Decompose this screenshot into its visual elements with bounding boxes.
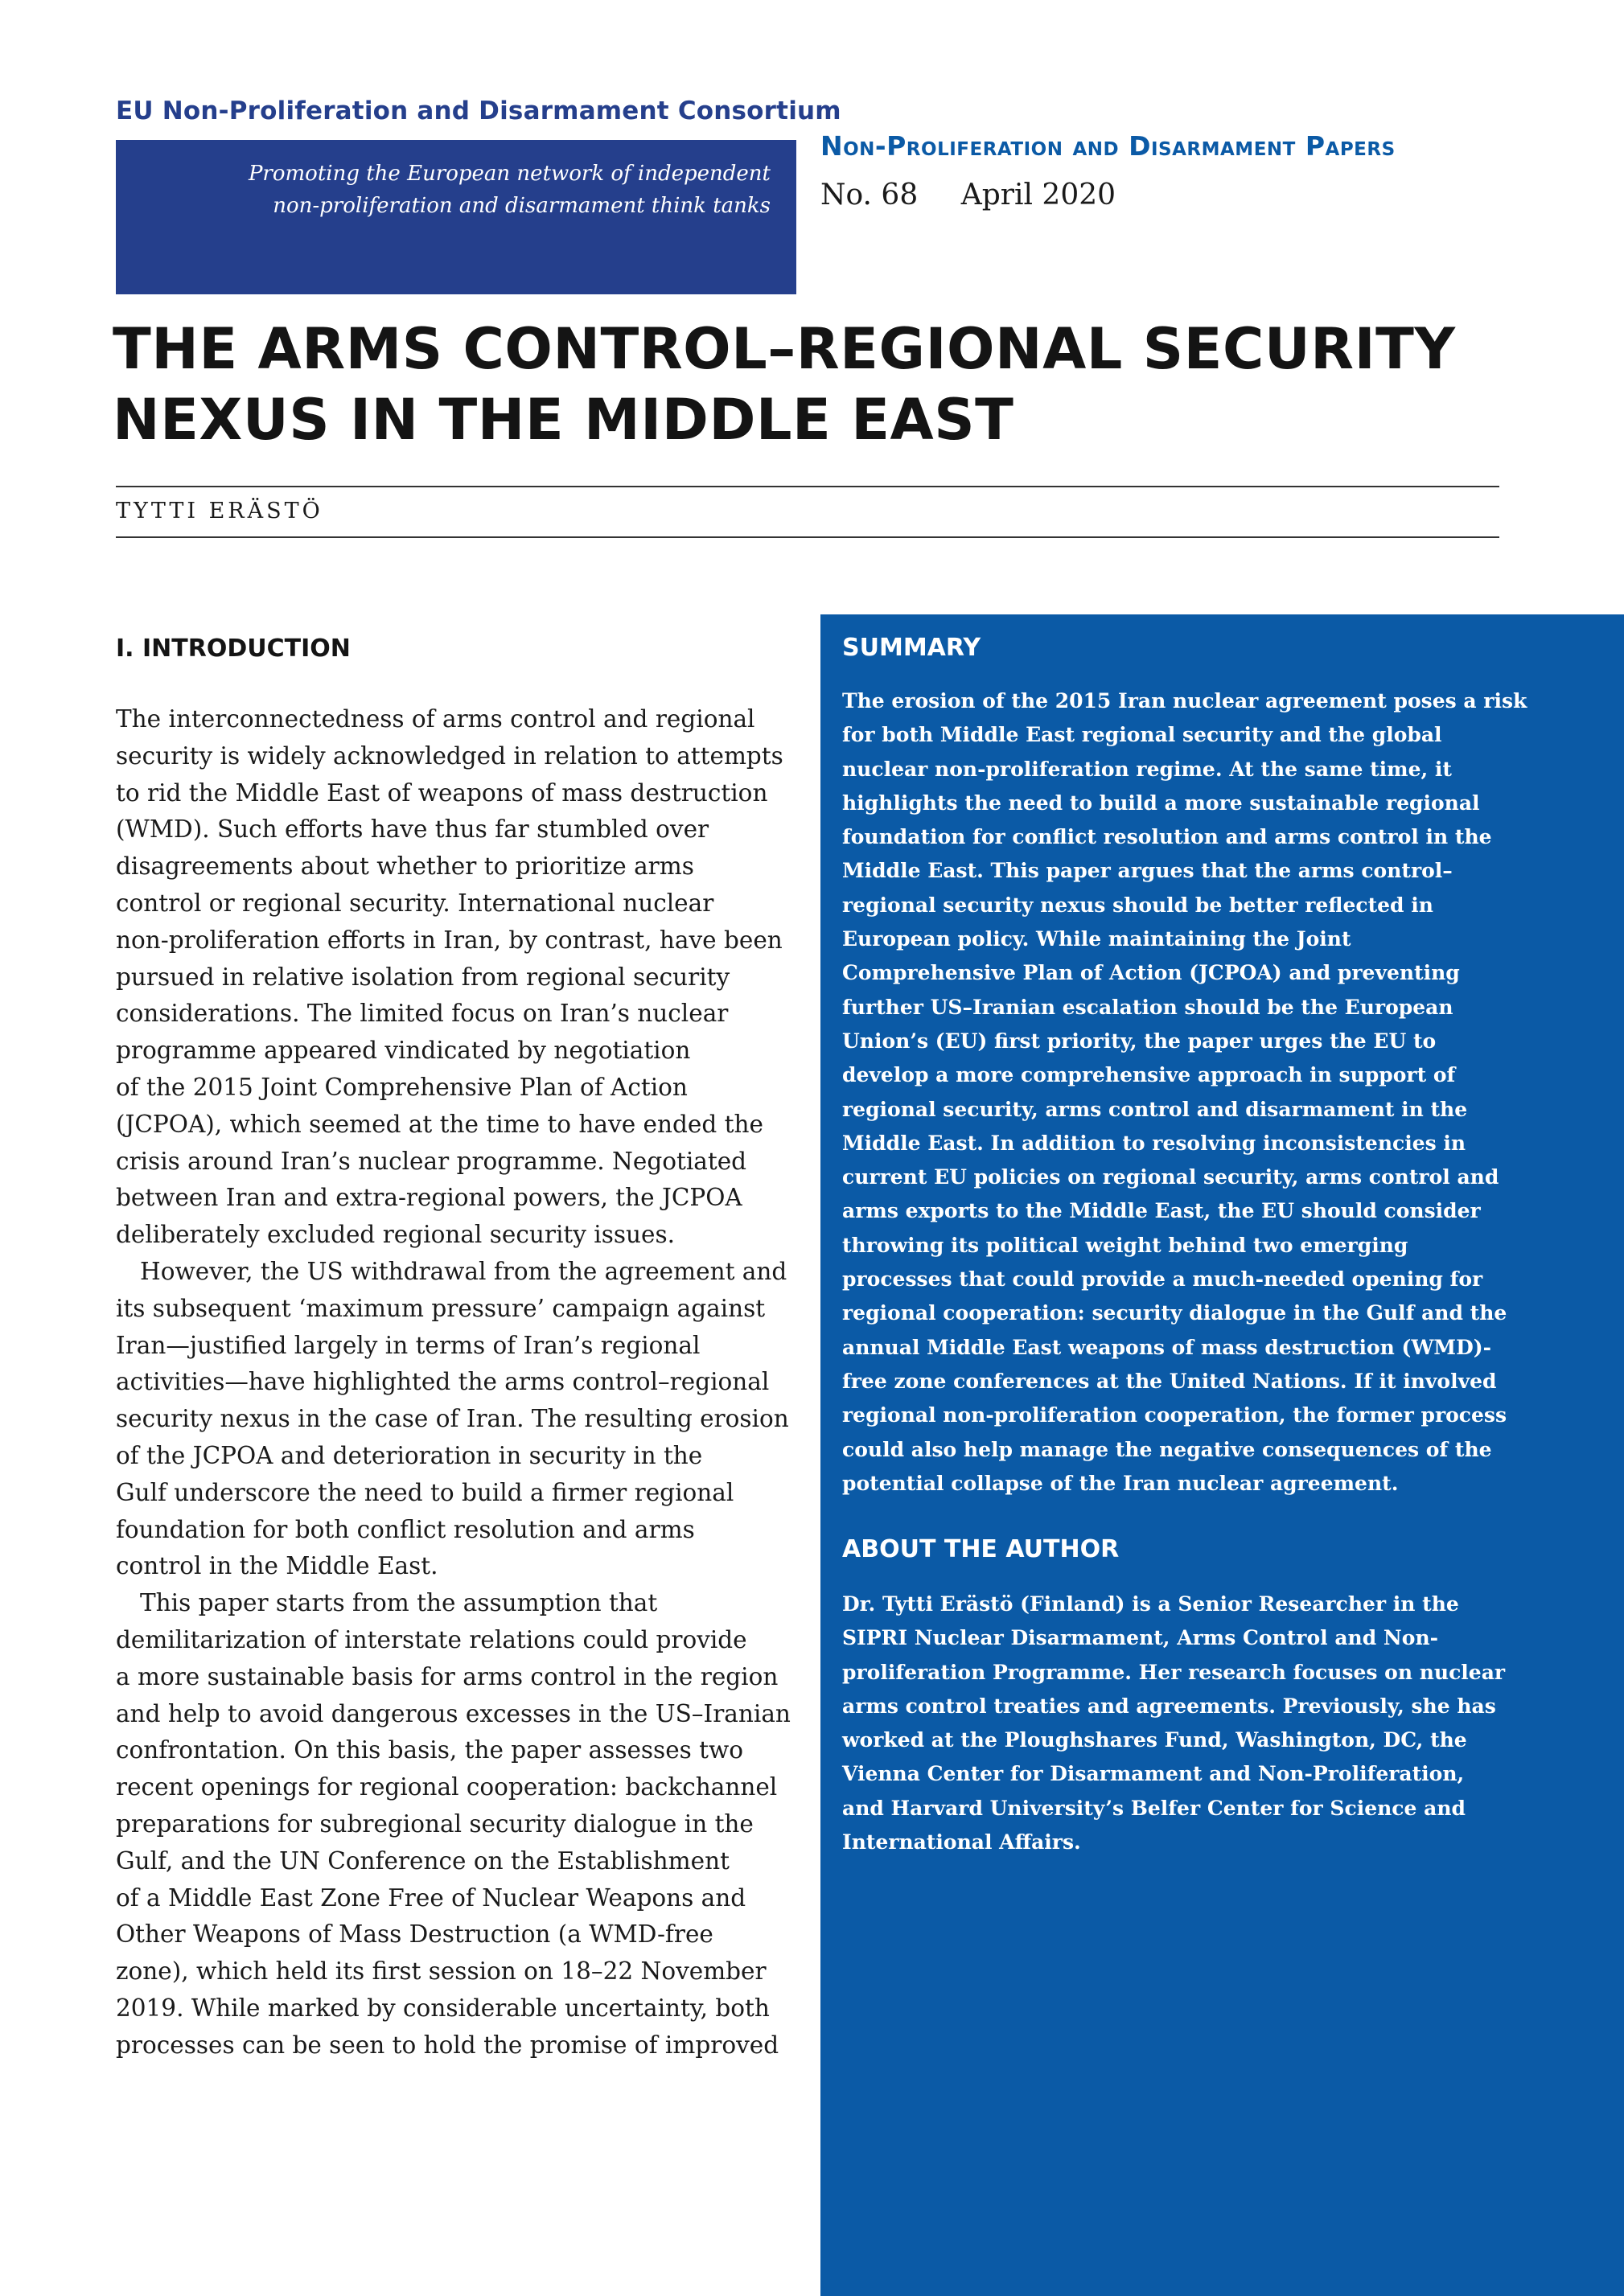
text-line: recent openings for regional cooperation: backchannel (116, 1773, 778, 1801)
paper-title (113, 314, 1512, 455)
text-line: security is widely acknowledged in relation to attempts (116, 741, 783, 770)
text-line: Gulf underscore the need to build a firmer regional (116, 1478, 734, 1506)
text-line: potential collapse of the Iran nuclear agreement. (842, 1471, 1399, 1495)
text-line: arms control treaties and agreements. Previously, she has (842, 1694, 1496, 1718)
text-line: preparations for subregional security dialogue in the (116, 1809, 754, 1838)
text-line: free zone conferences at the United Nations. If it involved (842, 1369, 1497, 1393)
about-author-heading: ABOUT THE AUTHOR (842, 1535, 1120, 1563)
text-line: This paper starts from the assumption that (140, 1589, 658, 1617)
text-line: annual Middle East weapons of mass destruction (WMD)- (842, 1335, 1491, 1359)
text-line: crisis around Iran’s nuclear programme. Negotiated (116, 1147, 747, 1175)
text-line: Vienna Center for Disarmament and Non-Proliferation, (842, 1762, 1465, 1786)
text-line: foundation for conflict resolution and arms control in the (842, 825, 1492, 849)
tagline-line: Promoting the European network of independent (248, 162, 771, 186)
text-line: Union’s (EU) first priority, the paper urges the EU to (842, 1029, 1437, 1053)
text-line: could also help manage the negative consequences of the (842, 1437, 1492, 1461)
text-line: foundation for both conflict resolution and arms (116, 1515, 695, 1543)
text-line: between Iran and extra-regional powers, the JCPOA (116, 1184, 742, 1212)
text-line: develop a more comprehensive approach in support of (842, 1063, 1456, 1087)
text-line: International Affairs. (842, 1830, 1081, 1854)
text-line: for both Middle East regional security and the global (842, 723, 1442, 747)
text-line: a more sustainable basis for arms control in the region (116, 1662, 779, 1690)
text-line: current EU policies on regional security, arms control and (842, 1165, 1499, 1189)
text-line: European policy. While maintaining the Joint (842, 927, 1351, 951)
text-line: regional cooperation: security dialogue in the Gulf and the (842, 1301, 1507, 1325)
consortium-name: EU Non-Proliferation and Disarmament Consortium (116, 97, 841, 125)
text-line: highlights the need to build a more sustainable regional (842, 791, 1480, 815)
text-line: regional security nexus should be better reflected in (842, 893, 1433, 917)
series-title: Non-Proliferation and Disarmament Papers (820, 130, 1396, 162)
text-line: regional non-proliferation cooperation, the former process (842, 1403, 1507, 1427)
introduction-body (116, 701, 800, 2064)
summary-panel (820, 614, 1624, 2296)
text-line: (WMD). Such efforts have thus far stumbled over (116, 815, 709, 844)
text-line: proliferation Programme. Her research focuses on nuclear (842, 1660, 1506, 1684)
text-line: control in the Middle East. (116, 1552, 438, 1580)
text-line: considerations. The limited focus on Iran’s nuclear (116, 1000, 729, 1028)
text-line: Middle East. This paper argues that the arms control– (842, 859, 1453, 883)
text-line: its subsequent ‘maximum pressure’ campaign against (116, 1294, 766, 1322)
issue-date: April 2020 (960, 179, 1116, 212)
text-line: Dr. Tytti Erästö (Finland) is a Senior Researcher in the (842, 1592, 1459, 1616)
text-line: security nexus in the case of Iran. The resulting erosion (116, 1405, 789, 1433)
text-line: Comprehensive Plan of Action (JCPOA) and preventing (842, 961, 1460, 985)
text-line: confrontation. On this basis, the paper assesses two (116, 1736, 744, 1764)
text-line: processes that could provide a much-needed opening for (842, 1267, 1483, 1292)
text-line: and help to avoid dangerous excesses in the US–Iranian (116, 1699, 791, 1727)
text-line: control or regional security. International nuclear (116, 889, 714, 917)
text-line: (JCPOA), which seemed at the time to have ended the (116, 1110, 763, 1138)
text-line: of the JCPOA and deterioration in security in the (116, 1441, 703, 1469)
text-line: programme appeared vindicated by negotiation (116, 1037, 691, 1065)
consortium-banner (116, 140, 796, 294)
text-line: regional security, arms control and disarmament in the (842, 1097, 1468, 1121)
text-line: throwing its political weight behind two emerging (842, 1233, 1408, 1257)
series-meta (820, 179, 1116, 212)
summary-heading: SUMMARY (842, 634, 981, 662)
author-name: TYTTI ERÄSTÖ (116, 499, 323, 524)
text-line: The erosion of the 2015 Iran nuclear agreement poses a risk (842, 689, 1527, 713)
text-line: However, the US withdrawal from the agreement and (140, 1257, 787, 1285)
text-line: disagreements about whether to prioritize arms (116, 852, 694, 881)
text-line: 2019. While marked by considerable uncertainty, both (116, 1994, 770, 2022)
text-line: The interconnectedness of arms control and regional (116, 705, 755, 733)
text-line: worked at the Ploughshares Fund, Washington, DC, the (842, 1728, 1467, 1752)
issue-number: No. 68 (820, 179, 919, 212)
text-line: and Harvard University’s Belfer Center for Science and (842, 1796, 1466, 1820)
text-line: nuclear non-proliferation regime. At the same time, it (842, 757, 1452, 781)
text-line: processes can be seen to hold the promise of improved (116, 2031, 779, 2059)
text-line: of the 2015 Joint Comprehensive Plan of Action (116, 1073, 688, 1101)
text-line: to rid the Middle East of weapons of mass destruction (116, 778, 768, 807)
text-line: pursued in relative isolation from regional security (116, 963, 730, 991)
text-line: Other Weapons of Mass Destruction (a WMD-free (116, 1920, 713, 1949)
text-line: activities—have highlighted the arms control–regional (116, 1368, 770, 1396)
text-line: Gulf, and the UN Conference on the Establishment (116, 1846, 730, 1875)
text-line: Iran—justified largely in terms of Iran’s regional (116, 1331, 701, 1359)
title-line: NEXUS IN THE MIDDLE EAST (113, 387, 1014, 453)
text-line: arms exports to the Middle East, the EU should consider (842, 1199, 1481, 1223)
text-line: zone), which held its first session on 18–22 November (116, 1957, 767, 1986)
consortium-tagline (208, 158, 771, 222)
text-line: further US–Iranian escalation should be the European (842, 995, 1453, 1019)
text-line: non-proliferation efforts in Iran, by contrast, have been (116, 926, 783, 954)
introduction-heading: I. INTRODUCTION (116, 635, 351, 663)
text-line: SIPRI Nuclear Disarmament, Arms Control and Non- (842, 1626, 1438, 1650)
divider-top (116, 486, 1499, 487)
tagline-line: non-proliferation and disarmament think tanks (273, 194, 771, 218)
title-line: THE ARMS CONTROL–REGIONAL SECURITY (113, 316, 1456, 382)
text-line: Middle East. In addition to resolving inconsistencies in (842, 1131, 1466, 1155)
text-line: of a Middle East Zone Free of Nuclear Weapons and (116, 1883, 746, 1912)
text-line: demilitarization of interstate relations could provide (116, 1625, 747, 1653)
text-line: deliberately excluded regional security issues. (116, 1221, 675, 1249)
about-author-body (842, 1587, 1614, 1859)
summary-body (842, 684, 1614, 1501)
divider-bottom (116, 536, 1499, 538)
